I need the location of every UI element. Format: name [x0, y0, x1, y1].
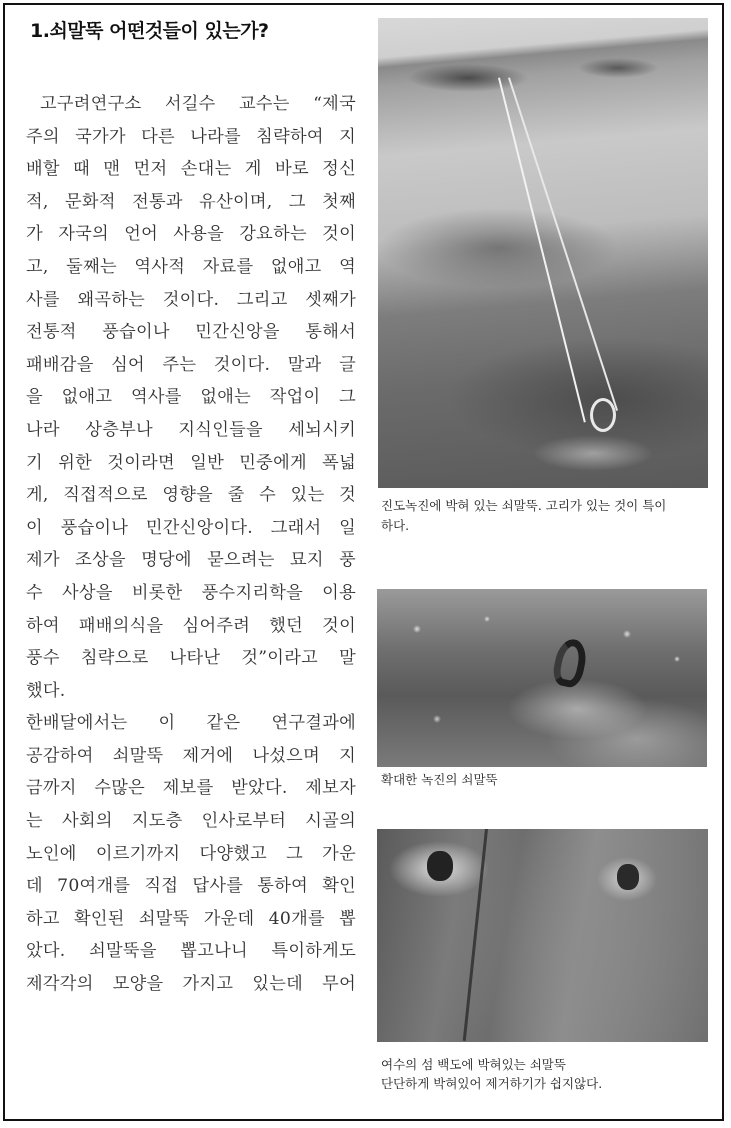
body-line: 적, 문화적 전통과 유산이며, 그 첫째: [26, 191, 356, 212]
body-line: 하여 패배의식을 심어주려 했던 것이: [26, 615, 356, 636]
body-line: 가 자국의 언어 사용을 강요하는 것이: [26, 224, 356, 245]
photo-jindo-stake: [378, 18, 708, 488]
photo-baekdo-stakes: [377, 829, 708, 1042]
stake-hook: [550, 636, 589, 689]
body-line: 을 없애고 역사를 없애는 작업이 그: [26, 387, 356, 408]
body-line: 한배달에서는 이 같은 연구결과에: [26, 713, 356, 734]
section-heading: 1.쇠말뚝 어떤것들이 있는가?: [30, 20, 269, 42]
photo-closeup-stake: [377, 589, 707, 767]
body-line: 수 사상을 비롯한 풍수지리학을 이용: [26, 582, 356, 603]
body-line: 았다. 쇠말뚝을 뽑고나니 특이하게도: [26, 941, 356, 962]
body-line: 이 풍습이나 민간신앙이다. 그래서 일: [26, 517, 356, 538]
photo2-caption: 확대한 녹진의 쇠말뚝: [381, 772, 498, 787]
stake-ring: [590, 398, 616, 432]
body-line: 노인에 이르기까지 다양했고 그 가운: [26, 843, 356, 864]
body-line: 기 위한 것이라면 일반 민중에게 폭넓: [26, 452, 356, 473]
body-line: 했다.: [26, 680, 66, 701]
photo3-caption-line2: 단단하게 박혀있어 제거하기가 쉽지않다.: [381, 1076, 603, 1091]
photo1-caption-line1: 진도녹진에 박혀 있는 쇠말뚝. 고리가 있는 것이 특이: [381, 498, 667, 513]
body-line: 나라 상층부나 지식인들을 세뇌시키: [26, 419, 356, 440]
body-line: 전통적 풍습이나 민간신앙을 통해서: [26, 322, 356, 343]
body-line: 제각각의 모양을 가지고 있는데 무어: [26, 974, 356, 995]
body-line: 게, 직접적으로 영향을 줄 수 있는 것: [26, 485, 356, 506]
body-line: 주의 국가가 다른 나라를 침략하여 지: [26, 126, 356, 147]
stake-hole: [427, 851, 453, 881]
body-line: 배할 때 맨 먼저 손대는 게 바로 정신: [26, 159, 356, 180]
photo1-caption-line2: 하다.: [381, 518, 410, 533]
rope-line: [498, 78, 586, 423]
body-line: 는 사회의 지도층 인사로부터 시골의: [26, 811, 356, 832]
rock-crack: [463, 829, 488, 1041]
body-line: 제가 조상을 명당에 묻으려는 묘지 풍: [26, 550, 356, 571]
body-line: 공감하여 쇠말뚝 제거에 나섰으며 지: [26, 745, 356, 766]
stake-hole: [617, 864, 639, 890]
body-line: 하고 확인된 쇠말뚝 가운데 40개를 뽑: [26, 908, 356, 929]
body-text: [26, 88, 356, 1001]
body-line: 고구려연구소 서길수 교수는 “제국: [40, 94, 356, 114]
body-line: 패배감을 심어 주는 것이다. 말과 글: [26, 354, 356, 375]
body-line: 고, 둘째는 역사적 자료를 없애고 역: [26, 256, 356, 277]
rope-line: [508, 78, 618, 411]
photo3-caption-line1: 여수의 섬 백도에 박혀있는 쇠말뚝: [381, 1057, 566, 1072]
body-line: 풍수 침략으로 나타난 것”이라고 말: [26, 648, 356, 669]
body-line: 사를 왜곡하는 것이다. 그리고 셋째가: [26, 289, 356, 310]
body-line: 데 70여개를 직접 답사를 통하여 확인: [26, 876, 356, 897]
body-line: 금까지 수많은 제보를 받았다. 제보자: [26, 778, 356, 799]
